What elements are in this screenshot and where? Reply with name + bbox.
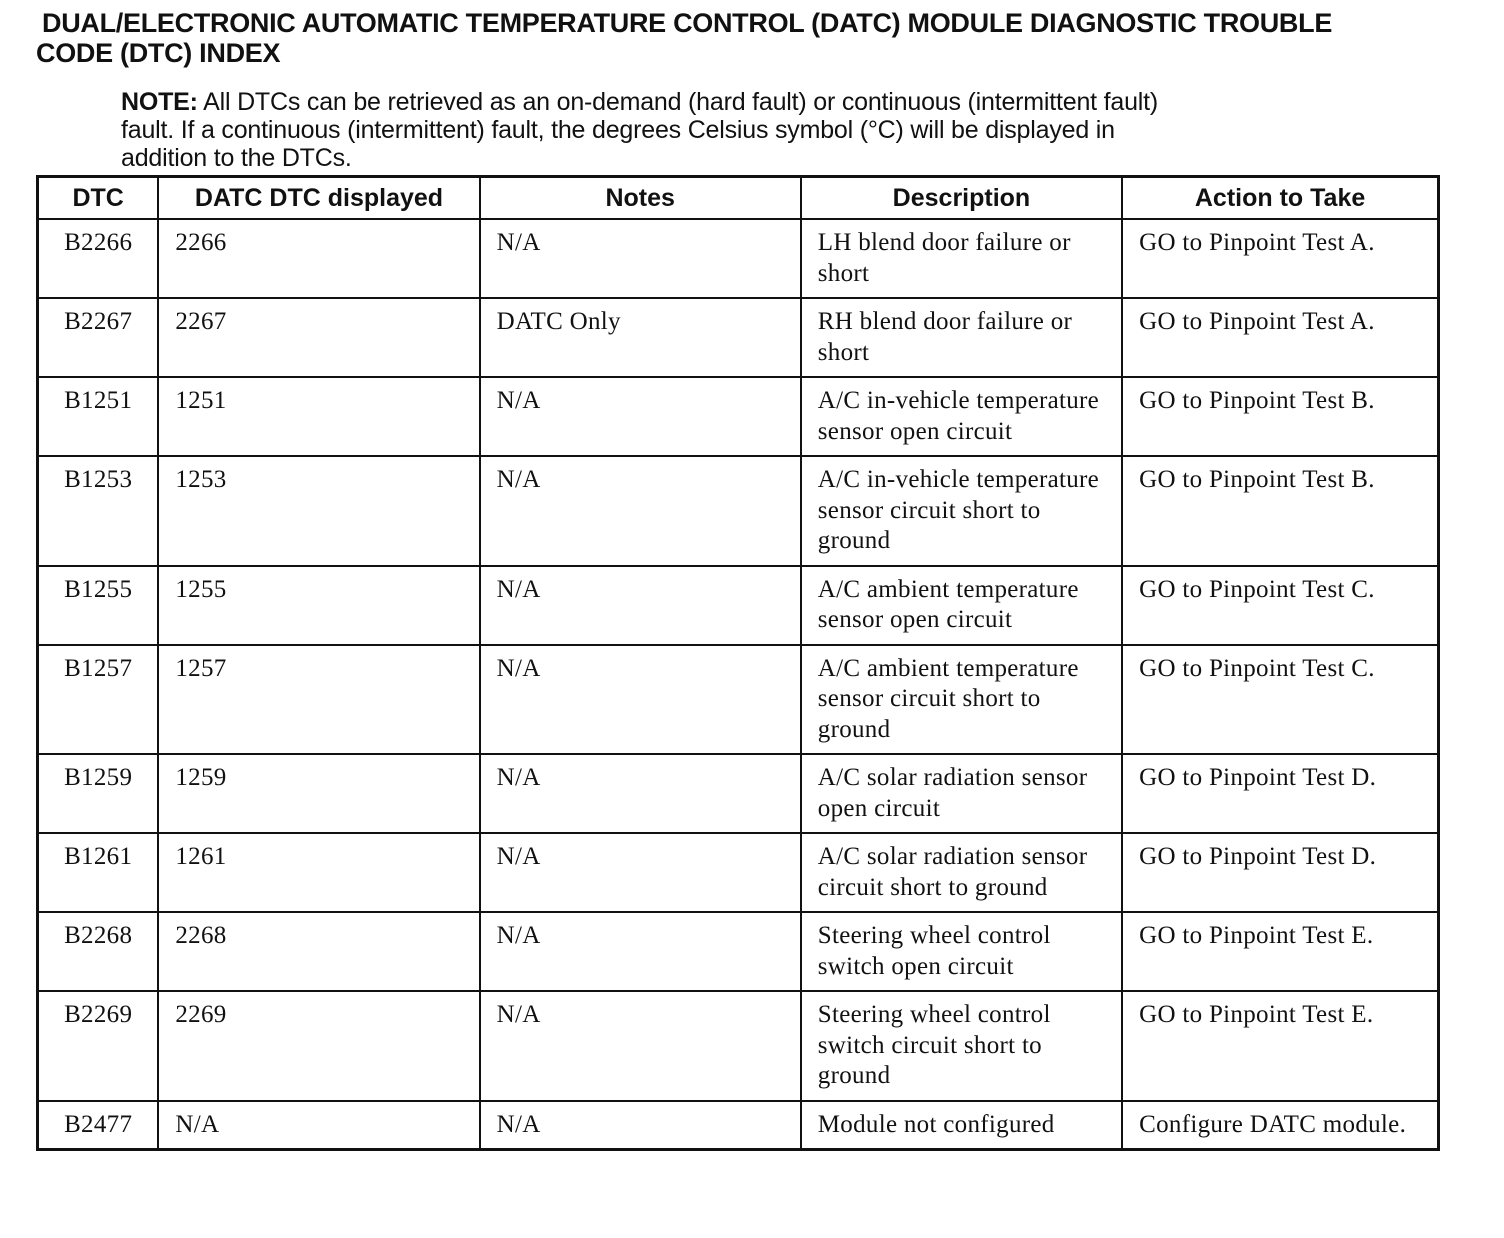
cell-dtc: B1253	[38, 456, 159, 566]
cell-datc-dtc-displayed: N/A	[158, 1101, 479, 1150]
cell-action: GO to Pinpoint Test A.	[1122, 298, 1438, 377]
cell-description: Steering wheel control switch open circuit	[801, 912, 1122, 991]
cell-dtc: B1261	[38, 833, 159, 912]
header-dtc: DTC	[38, 177, 159, 220]
cell-notes: DATC Only	[480, 298, 801, 377]
cell-description: RH blend door failure or short	[801, 298, 1122, 377]
cell-action: GO to Pinpoint Test E.	[1122, 991, 1438, 1101]
cell-description: Steering wheel control switch circuit short to ground	[801, 991, 1122, 1101]
cell-dtc: B2268	[38, 912, 159, 991]
table-row	[38, 377, 1439, 456]
cell-notes: N/A	[480, 1101, 801, 1150]
cell-action: GO to Pinpoint Test E.	[1122, 912, 1438, 991]
cell-dtc: B2266	[38, 219, 159, 298]
cell-notes: N/A	[480, 645, 801, 755]
cell-dtc: B2267	[38, 298, 159, 377]
note-line-3: addition to the DTCs.	[121, 144, 352, 172]
cell-description: LH blend door failure or short	[801, 219, 1122, 298]
table-row	[38, 912, 1439, 991]
cell-datc-dtc-displayed: 1251	[158, 377, 479, 456]
cell-description: A/C solar radiation sensor circuit short to ground	[801, 833, 1122, 912]
cell-datc-dtc-displayed: 1257	[158, 645, 479, 755]
cell-datc-dtc-displayed: 2267	[158, 298, 479, 377]
cell-dtc: B1257	[38, 645, 159, 755]
dtc-index-table	[36, 175, 1440, 1151]
cell-datc-dtc-displayed: 1255	[158, 566, 479, 645]
cell-description: A/C in-vehicle temperature sensor circuit short to ground	[801, 456, 1122, 566]
cell-action: GO to Pinpoint Test B.	[1122, 377, 1438, 456]
cell-description: Module not configured	[801, 1101, 1122, 1150]
cell-action: GO to Pinpoint Test C.	[1122, 645, 1438, 755]
table-row	[38, 833, 1439, 912]
cell-datc-dtc-displayed: 1259	[158, 754, 479, 833]
cell-notes: N/A	[480, 833, 801, 912]
cell-dtc: B2269	[38, 991, 159, 1101]
note-text-1: All DTCs can be retrieved as an on-demand (hard fault) or continuous (intermittent fault)	[197, 88, 1159, 116]
cell-action: GO to Pinpoint Test B.	[1122, 456, 1438, 566]
cell-description: A/C in-vehicle temperature sensor open circuit	[801, 377, 1122, 456]
cell-notes: N/A	[480, 991, 801, 1101]
cell-notes: N/A	[480, 566, 801, 645]
cell-action: GO to Pinpoint Test D.	[1122, 754, 1438, 833]
title-line-2: CODE (DTC) INDEX	[36, 38, 281, 68]
table-row	[38, 566, 1439, 645]
note-line-1	[121, 88, 1351, 116]
table-row	[38, 645, 1439, 755]
header-description: Description	[801, 177, 1122, 220]
note-line-2: fault. If a continuous (intermittent) fault, the degrees Celsius symbol (°C) will be displayed in	[121, 116, 1115, 144]
header-action: Action to Take	[1122, 177, 1438, 220]
cell-notes: N/A	[480, 456, 801, 566]
cell-dtc: B2477	[38, 1101, 159, 1150]
cell-description: A/C ambient temperature sensor open circuit	[801, 566, 1122, 645]
cell-datc-dtc-displayed: 1253	[158, 456, 479, 566]
table-row	[38, 754, 1439, 833]
cell-description: A/C ambient temperature sensor circuit short to ground	[801, 645, 1122, 755]
title-line-1: DUAL/ELECTRONIC AUTOMATIC TEMPERATURE CONTROL (DATC) MODULE DIAGNOSTIC TROUBLE	[42, 8, 1333, 38]
note-block	[121, 88, 1351, 172]
cell-notes: N/A	[480, 912, 801, 991]
table-row	[38, 219, 1439, 298]
cell-dtc: B1255	[38, 566, 159, 645]
cell-notes: N/A	[480, 754, 801, 833]
table-header-row	[38, 177, 1439, 220]
table-row	[38, 991, 1439, 1101]
cell-notes: N/A	[480, 377, 801, 456]
cell-action: GO to Pinpoint Test D.	[1122, 833, 1438, 912]
header-datc-dtc-displayed: DATC DTC displayed	[158, 177, 479, 220]
cell-datc-dtc-displayed: 2266	[158, 219, 479, 298]
table-row	[38, 456, 1439, 566]
header-notes: Notes	[480, 177, 801, 220]
cell-datc-dtc-displayed: 2268	[158, 912, 479, 991]
table-row	[38, 1101, 1439, 1150]
cell-description: A/C solar radiation sensor open circuit	[801, 754, 1122, 833]
cell-action: Configure DATC module.	[1122, 1101, 1438, 1150]
page-title	[36, 8, 1456, 68]
cell-datc-dtc-displayed: 1261	[158, 833, 479, 912]
cell-action: GO to Pinpoint Test A.	[1122, 219, 1438, 298]
cell-notes: N/A	[480, 219, 801, 298]
cell-dtc: B1259	[38, 754, 159, 833]
cell-datc-dtc-displayed: 2269	[158, 991, 479, 1101]
cell-action: GO to Pinpoint Test C.	[1122, 566, 1438, 645]
note-label: NOTE:	[121, 88, 198, 116]
table-row	[38, 298, 1439, 377]
cell-dtc: B1251	[38, 377, 159, 456]
